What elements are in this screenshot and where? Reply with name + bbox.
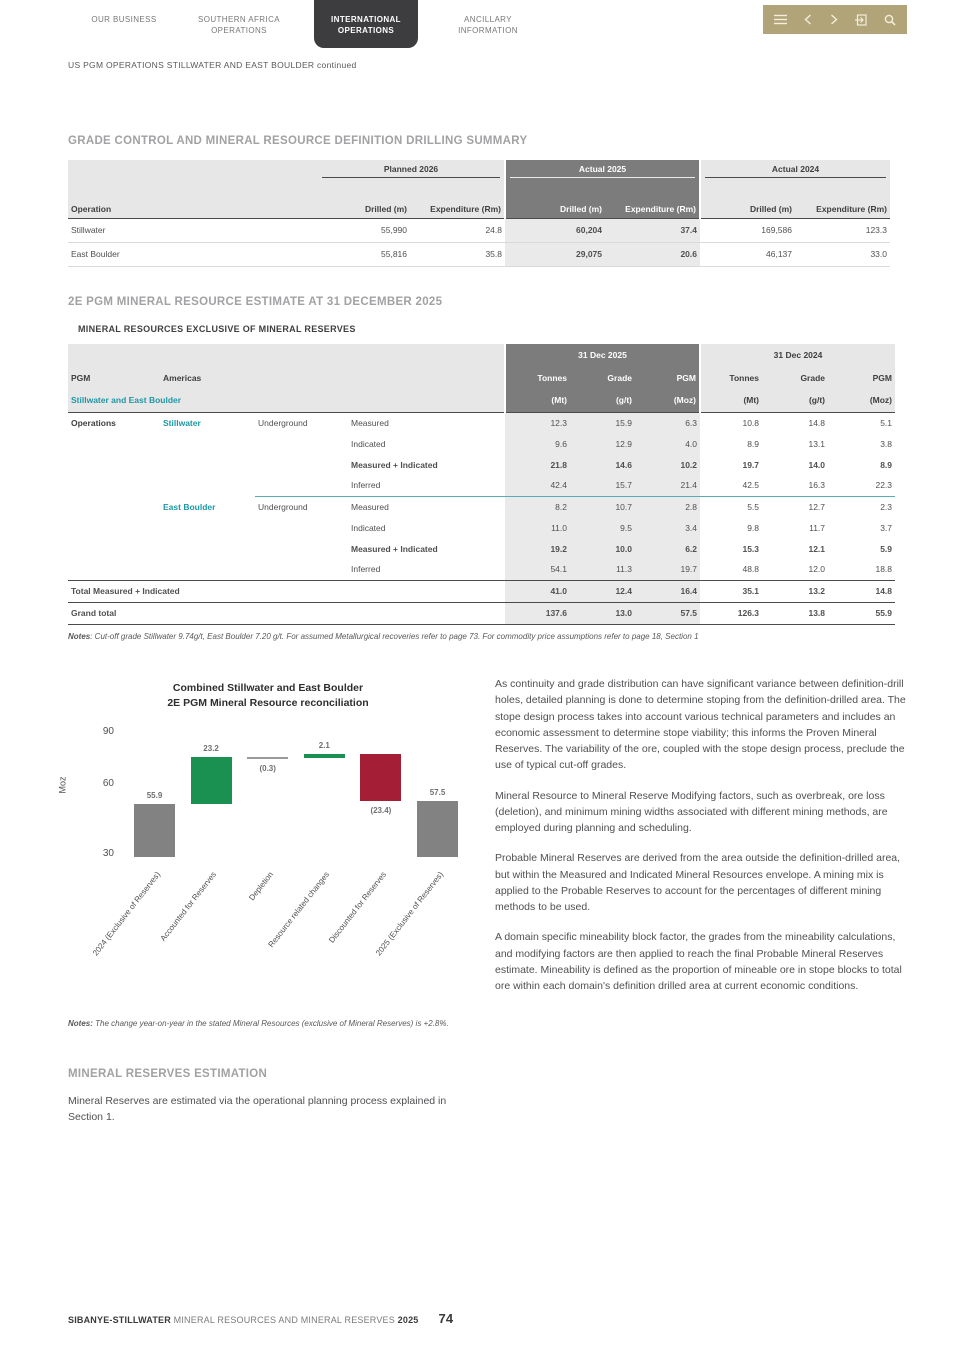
resource-estimate-subheading: MINERAL RESOURCES EXCLUSIVE OF MINERAL RESERVES bbox=[78, 324, 356, 334]
page-number: 74 bbox=[438, 1311, 454, 1326]
waterfall-bar bbox=[247, 757, 288, 759]
tab-international-operations[interactable]: INTERNATIONAL OPERATIONS bbox=[314, 0, 418, 48]
table-group-header-row bbox=[68, 160, 890, 182]
col-expenditure: Expenditure (Rm) bbox=[795, 182, 890, 218]
search-icon[interactable] bbox=[884, 14, 896, 26]
bar-value-label: (23.4) bbox=[370, 806, 392, 816]
col-pgm: PGM bbox=[68, 366, 160, 389]
body-text-column bbox=[495, 676, 908, 1009]
waterfall-bar bbox=[134, 804, 175, 857]
bar-value-label: 55.9 bbox=[146, 791, 163, 801]
paragraph: As continuity and grade distribution can have significant variance between definition-drill holes, detailed planning is done to determine stoping from the definition-drilled area. The stope design process takes into account various technical parameters and includes an economic assessment to determine stope viability; this informs the Proven Mineral Reserves. The variability of the ore, coupled with the stope design process, preclude the use of typical cut-off grades. bbox=[495, 678, 906, 772]
period-2024: 31 Dec 2024 bbox=[700, 344, 895, 366]
category-label: Discounted for Reserves bbox=[326, 870, 388, 945]
resource-estimate-heading: 2E PGM MINERAL RESOURCE ESTIMATE AT 31 DECEMBER 2025 bbox=[68, 296, 443, 308]
table-row: Measured + Indicated 21.8 14.6 10.2 19.7 14.0 8.9 bbox=[68, 454, 895, 475]
table-row: Measured + Indicated 19.2 10.0 6.2 15.3 12.1 5.9 bbox=[68, 538, 895, 559]
table-row: Operations Stillwater Underground Measured 12.3 15.9 6.3 10.8 14.8 5.1 bbox=[68, 412, 895, 433]
group-label: Stillwater and East Boulder bbox=[68, 389, 505, 412]
col-operation: Operation bbox=[68, 182, 318, 218]
y-tick-30: 30 bbox=[102, 848, 114, 859]
table-row: East Boulder Underground Measured 8.2 10.7 2.8 5.5 12.7 2.3 bbox=[68, 496, 895, 517]
reserves-estimation-body: Mineral Reserves are estimated via the operational planning process explained in Section 1. bbox=[68, 1095, 447, 1124]
menu-icon[interactable] bbox=[774, 14, 787, 25]
period-header-row bbox=[68, 344, 895, 366]
waterfall-bar bbox=[304, 754, 345, 758]
waterfall-chart bbox=[57, 682, 468, 1017]
paragraph: Mineral Resource to Mineral Reserve Modifying factors, such as overbreak, ore loss (deletion), and minimum mining widths associated with different mining methods, are employed during planning and scheduling. bbox=[495, 789, 888, 835]
drilling-summary-table bbox=[68, 160, 890, 267]
group-actual-2024: Actual 2024 bbox=[705, 164, 886, 178]
return-icon[interactable] bbox=[855, 14, 867, 26]
drilling-summary-heading: GRADE CONTROL AND MINERAL RESOURCE DEFINITION DRILLING SUMMARY bbox=[68, 135, 528, 147]
bar-value-label: (0.3) bbox=[259, 764, 276, 774]
table-row: Indicated 11.0 9.5 3.4 9.8 11.7 3.7 bbox=[68, 517, 895, 538]
tab-ancillary-information[interactable]: ANCILLARY INFORMATION bbox=[458, 15, 518, 36]
section-tabs bbox=[84, 0, 542, 48]
table-row-stillwater: Stillwater 55,990 24.8 60,204 37.4 169,586 123.3 bbox=[68, 218, 890, 242]
grand-total-row: Grand total 137.6 13.0 57.5 126.3 13.8 55.9 bbox=[68, 602, 895, 624]
category-label: 2024 (Exclusive of Reserves) bbox=[90, 870, 162, 958]
y-tick-60: 60 bbox=[102, 778, 114, 789]
table-row: Indicated 9.6 12.9 4.0 8.9 13.1 3.8 bbox=[68, 433, 895, 454]
mineral-resource-table bbox=[68, 344, 895, 625]
group-planned-2026: Planned 2026 bbox=[322, 164, 500, 178]
bar-value-label: 2.1 bbox=[318, 740, 330, 750]
breadcrumb: US PGM OPERATIONS STILLWATER AND EAST BOULDER continued bbox=[68, 60, 357, 70]
category-label: Resource related changes bbox=[266, 870, 332, 950]
category-label: Depletion bbox=[246, 870, 275, 903]
col-drilled: Drilled (m) bbox=[318, 182, 410, 218]
waterfall-bar bbox=[417, 801, 458, 857]
category-label: 2025 (Exclusive of Reserves) bbox=[373, 870, 445, 958]
waterfall-bar bbox=[191, 757, 232, 804]
table-row: Inferred 42.4 15.7 21.4 42.5 16.3 22.3 bbox=[68, 475, 895, 496]
chevron-left-icon[interactable] bbox=[804, 14, 812, 25]
footer-year: 2025 bbox=[397, 1315, 419, 1325]
table-row-east-boulder: East Boulder 55,816 35.8 29,075 20.6 46,137 33.0 bbox=[68, 242, 890, 266]
col-americas: Americas bbox=[160, 366, 255, 389]
page-footer bbox=[68, 1311, 453, 1326]
chevron-right-icon[interactable] bbox=[830, 14, 838, 25]
col-expenditure: Expenditure (Rm) bbox=[410, 182, 505, 218]
paragraph: A domain specific mineability block factor, the grades from the mineability calculations, and modifying factors are then applied to reach the final Probable Mineral Reserves estimate. Mineability is defined as the proportion of mineable ore in stope blocks to total ore within each domain's definition drilled area at current economic conditions. bbox=[495, 931, 902, 993]
y-axis-label: Moz bbox=[57, 776, 68, 794]
footer-brand: SIBANYE-STILLWATER bbox=[68, 1315, 171, 1325]
chart-plot-area bbox=[68, 682, 468, 1017]
y-tick-90: 90 bbox=[102, 726, 114, 737]
pdf-toolbar bbox=[763, 5, 907, 34]
col-drilled: Drilled (m) bbox=[700, 182, 795, 218]
metric-header-row: PGM Americas Tonnes Grade PGM Tonnes Grade PGM bbox=[68, 366, 895, 389]
period-2025: 31 Dec 2025 bbox=[505, 344, 700, 366]
table-row: Inferred 54.1 11.3 19.7 48.8 12.0 18.8 bbox=[68, 559, 895, 580]
footer-title: MINERAL RESOURCES AND MINERAL RESERVES bbox=[170, 1315, 398, 1325]
col-expenditure: Expenditure (Rm) bbox=[605, 182, 700, 218]
tab-our-business[interactable]: OUR BUSINESS bbox=[91, 15, 157, 24]
bar-value-label: 57.5 bbox=[429, 788, 446, 798]
category-label: Accounted for Reserves bbox=[158, 870, 219, 943]
chart-notes: Notes: The change year-on-year in the stated Mineral Resources (exclusive of Mineral Reserves) is +2.8%. bbox=[68, 1019, 449, 1028]
reserves-estimation-heading: MINERAL RESERVES ESTIMATION bbox=[68, 1068, 268, 1080]
resource-table-notes: Notes: Cut-off grade Stillwater 9.74g/t, East Boulder 7.20 g/t. For assumed Metallurgical recoveries refer to page 73. For commodity price assumptions refer to page 18, Section 1 bbox=[68, 632, 699, 641]
chart-title-line1: Combined Stillwater and East Boulder bbox=[172, 682, 364, 694]
units-header-row: Stillwater and East Boulder (Mt) (g/t) (Moz) (Mt) (g/t) (Moz) bbox=[68, 389, 895, 412]
tab-southern-africa-operations[interactable]: SOUTHERN AFRICA OPERATIONS bbox=[197, 15, 280, 36]
total-row: Total Measured + Indicated 41.0 12.4 16.4 35.1 13.2 14.8 bbox=[68, 580, 895, 602]
table-column-header-row bbox=[68, 182, 890, 218]
col-drilled: Drilled (m) bbox=[505, 182, 605, 218]
group-actual-2025: Actual 2025 bbox=[510, 164, 695, 178]
chart-title-line2: 2E PGM Mineral Resource reconciliation bbox=[167, 697, 369, 709]
bar-value-label: 23.2 bbox=[203, 744, 219, 754]
waterfall-bar bbox=[360, 754, 401, 802]
paragraph: Probable Mineral Reserves are derived from the area outside the definition-drilled area, but within the Measured and Indicated Mineral Resources envelope. A mining mix is applied to the Probable Reserves to account for the percentages of different mining methods to be used. bbox=[495, 852, 901, 914]
